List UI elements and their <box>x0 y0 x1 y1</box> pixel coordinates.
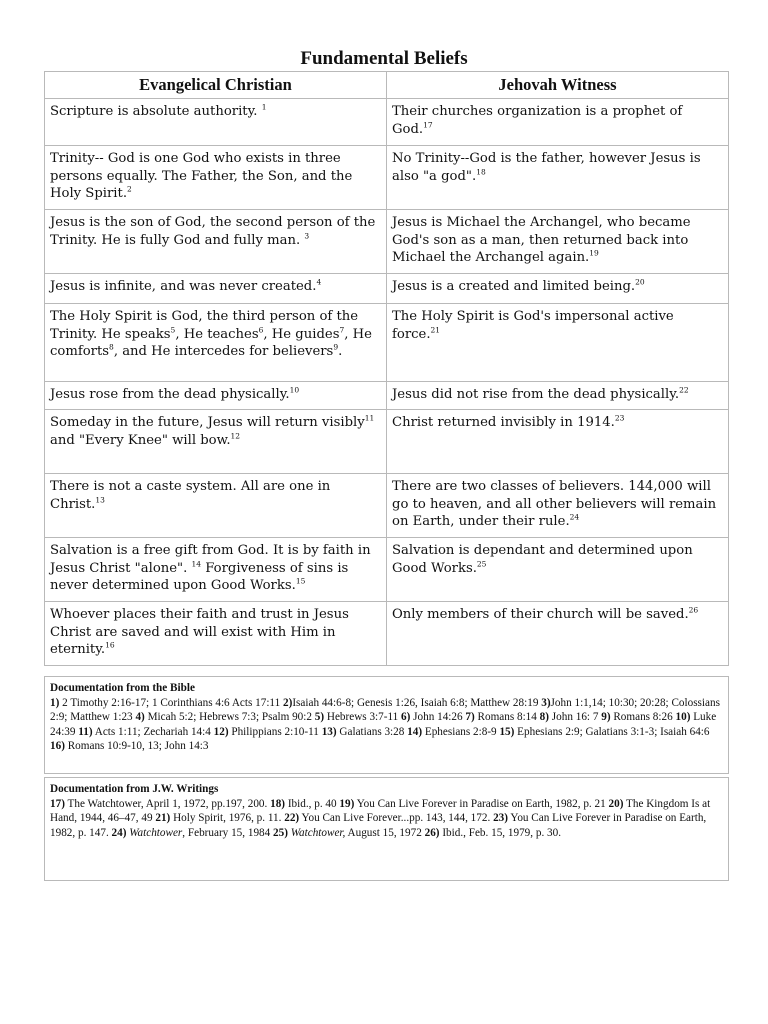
ref-text: Luke 24:39 <box>50 711 717 738</box>
cell-text: There are two classes of believers. 144,000 will go to heaven, and all other believers will remain on Earth, under their rule. <box>392 479 717 529</box>
beliefs-table <box>44 71 729 666</box>
ref-number: 14) <box>407 725 423 738</box>
cell-text: Their churches organization is a prophet of God. <box>392 104 683 137</box>
table-row <box>45 538 729 602</box>
footnote-ref: 26 <box>688 605 699 615</box>
footnote-ref: 15 <box>295 576 306 586</box>
footnote-ref: 13 <box>95 495 105 505</box>
ref-number: 5) <box>314 711 325 723</box>
cell-text: Forgiveness of sins is never determined upon Good Works. <box>50 560 349 593</box>
ref-number: 13) <box>321 725 337 738</box>
footnote-ref: 22 <box>679 385 689 395</box>
left-cell <box>45 410 387 474</box>
ref-number: 22) <box>284 812 300 824</box>
ref-text: You Can Live Forever in Paradise on Earth, 1982, p. 21 <box>354 797 609 810</box>
ref-number: 15) <box>499 725 515 738</box>
footnote-ref: 14 <box>191 559 202 569</box>
left-cell <box>45 602 387 666</box>
ref-text: Ibid., Feb. 15, 1979, p. 30. <box>439 826 562 839</box>
ref-text: Romans 8:26 <box>610 711 676 723</box>
table-row <box>45 99 729 146</box>
footnote-ref: 10 <box>289 385 300 395</box>
cell-text: Scripture is absolute authority. <box>50 104 258 119</box>
cell-text: Christ returned invisibly in 1914. <box>392 415 615 430</box>
table-row <box>45 382 729 410</box>
cell-text: No Trinity--God is the father, however Jesus is also "a god". <box>392 151 701 184</box>
footnote-ref: 5 <box>170 325 176 335</box>
ref-number: 23) <box>493 812 508 824</box>
cell-text: and "Every Knee" will bow. <box>50 432 231 448</box>
cell-text: , He comforts <box>50 326 372 359</box>
page-title: Fundamental Beliefs <box>300 48 468 69</box>
ref-number: 18) <box>270 797 286 810</box>
right-cell <box>387 210 729 274</box>
header-evangelical: Evangelical Christian <box>45 72 387 99</box>
ref-italic: Watchtower, <box>287 826 346 839</box>
table-row <box>45 474 729 538</box>
ref-italic: Watchtower <box>126 826 183 839</box>
footnote-ref: 16 <box>105 640 115 650</box>
cell-text: There is not a caste system. All are one in Christ. <box>50 479 331 512</box>
ref-text: Romans 10:9-10, 13; John 14:3 <box>64 740 209 752</box>
cell-text: , He teaches <box>175 326 259 342</box>
ref-number: 20) <box>608 797 624 810</box>
right-cell <box>387 146 729 210</box>
left-cell <box>45 382 387 410</box>
left-cell <box>45 146 387 210</box>
footnote-ref: 19 <box>589 248 599 258</box>
ref-number: 10) <box>675 711 691 723</box>
ref-text: John 1:1,14; 10:30; 20:28; Colossians 2:9; Matthew 1:23 <box>50 696 720 723</box>
cell-text: Jesus is Michael the Archangel, who became God's son as a man, then returned back into Michael the Archangel again. <box>392 215 691 265</box>
ref-number: 17) <box>50 797 65 810</box>
table-row <box>45 410 729 474</box>
right-cell <box>387 99 729 146</box>
ref-text: Ephesians 2:9; Galatians 3:1-3; Isaiah 64:6 <box>514 725 710 738</box>
ref-number: 16) <box>50 740 65 752</box>
ref-text: Acts 1:11; Zechariah 14:4 <box>92 725 214 738</box>
footnote-ref: 12 <box>230 431 241 441</box>
header-jehovah-witness: Jehovah Witness <box>387 72 729 99</box>
table-row <box>45 274 729 304</box>
ref-number: 2) <box>283 696 293 709</box>
ref-number: 26) <box>424 826 440 839</box>
left-cell <box>45 210 387 274</box>
cell-text: Only members of their church will be saved. <box>392 607 689 622</box>
ref-text: John 16: 7 <box>549 711 602 723</box>
ref-text: Galatians 3:28 <box>336 725 408 738</box>
right-cell <box>387 474 729 538</box>
left-cell <box>45 538 387 602</box>
ref-text: Romans 8:14 <box>474 711 540 723</box>
right-cell <box>387 602 729 666</box>
ref-text: Isaiah 44:6-8; Genesis 1:26, Isaiah 6:8; Matthew 28:19 <box>292 696 542 709</box>
ref-text: Micah 5:2; Hebrews 7:3; Psalm 90:2 <box>144 711 315 723</box>
ref-number: 21) <box>155 812 171 824</box>
ref-text: You Can Live Forever in Paradise on Earth, 1982, p. 147. <box>50 812 707 839</box>
jw-documentation-heading: Documentation from J.W. Writings <box>50 783 219 795</box>
cell-text: Whoever places their faith and trust in Jesus Christ are saved and will exist with Him in eternity. <box>50 607 349 657</box>
footnote-ref: 8 <box>109 342 114 352</box>
ref-text: Hebrews 3:7-11 <box>324 711 402 723</box>
footnote-ref: 11 <box>364 413 375 423</box>
ref-text: Holy Spirit, 1976, p. 11. <box>170 812 285 824</box>
footnote-ref: 1 <box>261 102 267 112</box>
footnote-ref: 24 <box>569 512 580 522</box>
ref-number: 9) <box>601 711 611 723</box>
cell-text: Jesus is the son of God, the second person of the Trinity. He is fully God and fully man. <box>50 215 376 248</box>
ref-number: 12) <box>213 725 229 738</box>
footnote-ref: 23 <box>614 413 625 423</box>
bible-documentation-body <box>50 696 723 754</box>
footnote-ref: 7 <box>339 325 345 335</box>
ref-text: 2 Timothy 2:16-17; 1 Corinthians 4:6 Acts 17:11 <box>59 696 283 709</box>
cell-text: Trinity-- God is one God who exists in three persons equally. The Father, the Son, and the Holy Spirit. <box>50 151 353 201</box>
table-row <box>45 210 729 274</box>
footnote-ref: 25 <box>476 559 487 569</box>
right-cell <box>387 274 729 304</box>
table-row <box>45 146 729 210</box>
ref-number: 24) <box>111 826 127 839</box>
cell-text: Jesus did not rise from the dead physically. <box>392 387 680 402</box>
left-cell <box>45 474 387 538</box>
ref-number: 1) <box>50 696 60 709</box>
ref-number: 25) <box>273 826 288 839</box>
footnote-ref: 2 <box>127 184 132 194</box>
cell-text: Jesus is a created and limited being. <box>392 279 636 294</box>
right-cell <box>387 382 729 410</box>
jw-documentation-body <box>50 797 723 841</box>
ref-number: 3) <box>541 696 551 709</box>
footnote-ref: 9 <box>333 342 339 352</box>
cell-text: , He guides <box>263 326 340 342</box>
ref-text: The Watchtower, April 1, 1972, pp.197, 200. <box>64 797 271 810</box>
ref-number: 6) <box>401 711 411 723</box>
footnote-ref: 6 <box>258 325 264 335</box>
ref-text: The Kingdom Is at Hand, 1944, 46–47, 49 <box>50 797 711 824</box>
ref-text: Philippians 2:10-11 <box>228 725 322 738</box>
jw-documentation <box>44 777 729 881</box>
ref-text: August 15, 1972 <box>345 826 425 839</box>
cell-text: The Holy Spirit is God's impersonal active force. <box>392 309 674 342</box>
ref-number: 8) <box>539 711 549 723</box>
ref-number: 19) <box>339 797 355 810</box>
ref-number: 4) <box>135 711 145 723</box>
bible-documentation-heading: Documentation from the Bible <box>50 682 195 694</box>
footnote-ref: 17 <box>423 120 433 130</box>
ref-text: You Can Live Forever...pp. 143, 144, 172. <box>299 812 494 824</box>
left-cell <box>45 99 387 146</box>
cell-text: Jesus rose from the dead physically. <box>50 387 290 402</box>
ref-text: Ibid., p. 40 <box>285 797 340 810</box>
ref-text: , February 15, 1984 <box>182 826 274 839</box>
right-cell <box>387 304 729 382</box>
table-header-row <box>45 72 729 99</box>
table-row <box>45 304 729 382</box>
footnote-ref: 3 <box>304 231 310 241</box>
cell-text: , and He intercedes for believers <box>113 344 334 359</box>
footnote-ref: 20 <box>635 277 645 287</box>
cell-text: Jesus is infinite, and was never created. <box>50 279 317 294</box>
cell-text: . <box>338 344 343 359</box>
right-cell <box>387 538 729 602</box>
ref-text: Ephesians 2:8-9 <box>422 725 500 738</box>
cell-text: The Holy Spirit is God, the third person of the Trinity. He speaks <box>50 309 359 342</box>
footnote-ref: 21 <box>430 325 441 335</box>
left-cell <box>45 274 387 304</box>
ref-number: 11) <box>78 725 93 738</box>
ref-number: 7) <box>465 711 475 723</box>
table-row <box>45 602 729 666</box>
footnote-ref: 4 <box>316 277 322 287</box>
left-cell <box>45 304 387 382</box>
right-cell <box>387 410 729 474</box>
cell-text: Salvation is a free gift from God. It is by faith in Jesus Christ "alone". <box>50 543 371 576</box>
footnote-ref: 18 <box>476 167 486 177</box>
cell-text: Someday in the future, Jesus will return visibly <box>50 415 365 430</box>
cell-text: Salvation is dependant and determined upon Good Works. <box>392 543 693 576</box>
ref-text: John 14:26 <box>410 711 466 723</box>
bible-documentation <box>44 676 729 774</box>
